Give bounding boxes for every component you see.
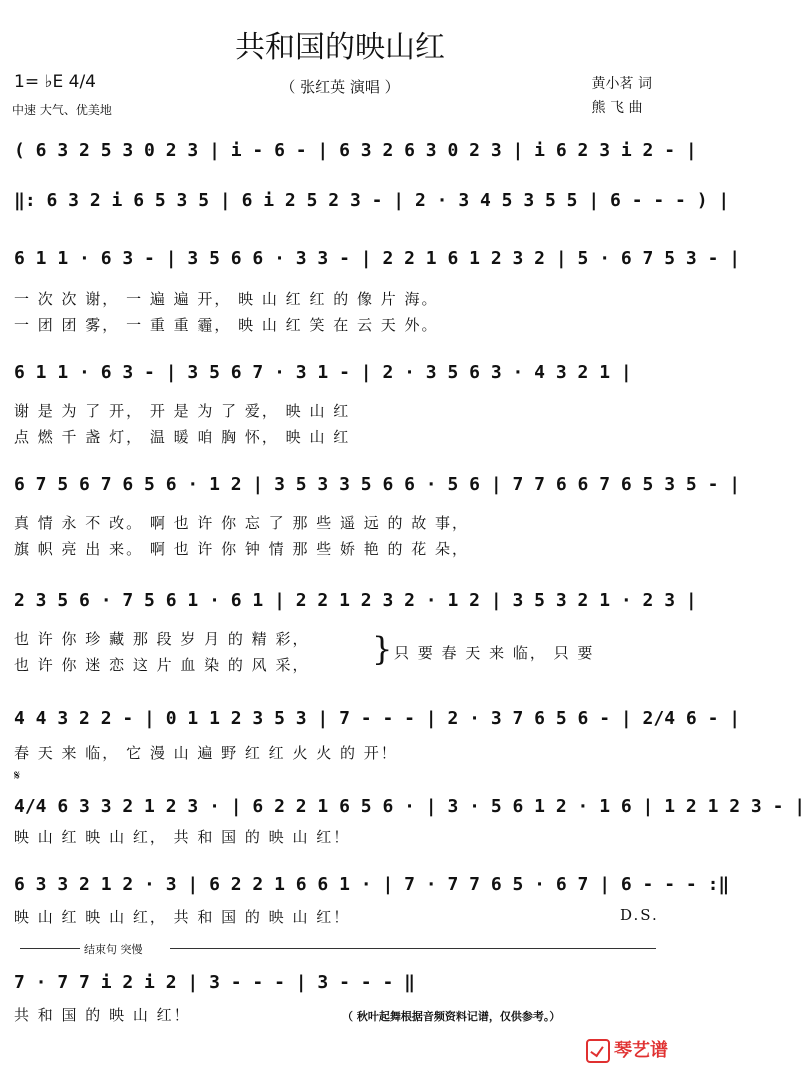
lyric-5a: 真 情 永 不 改。 啊 也 许 你 忘 了 那 些 遥 远 的 故 事， (14, 514, 470, 532)
score-line-3: 6 1 1 · 6 3 - | 3 5 6 6 · 3 3 - | 2 2 1 6 1 2 3 2 | 5 · 6 7 5 3 - | (14, 248, 741, 269)
watermark (586, 1036, 668, 1063)
transcription-note: （ 秋叶起舞根据音频资料记谱，仅供参考。） (342, 1010, 561, 1023)
score-line-10: 7 · 7 7 i 2 i 2 | 3 - - - | 3 - - - ‖ (14, 972, 415, 993)
lyric-7: 春 天 来 临， 它 漫 山 遍 野 红 红 火 火 的 开！ (14, 744, 398, 762)
lyricist: 黄小茗 词 (591, 76, 652, 92)
score-line-8: 4/4 6 3 3 2 1 2 3 · | 6 2 2 1 6 5 6 · | 3 · 5 6 1 2 · 1 6 | 1 2 1 2 3 - | (14, 796, 805, 817)
ending-label: 结束句 突慢 (84, 943, 143, 956)
checkmark-logo-icon (586, 1039, 610, 1063)
lyric-8: 映 山 红 映 山 红， 共 和 国 的 映 山 红！ (14, 828, 351, 846)
lyric-4b: 点 燃 千 盏 灯， 温 暖 咱 胸 怀， 映 山 红 (14, 428, 351, 446)
score-line-9: 6 3 3 2 1 2 · 3 | 6 2 2 1 6 6 1 · | 7 · 7 7 6 5 · 6 7 | 6 - - - :‖ (14, 874, 730, 895)
lyric-5b: 旗 帜 亮 出 来。 啊 也 许 你 钟 情 那 些 娇 艳 的 花 朵， (14, 540, 470, 558)
brace: } (372, 630, 393, 668)
credits (592, 72, 652, 120)
ds-marking: D.S. (620, 906, 659, 924)
score-line-1: ( 6 3 2 5 3 0 2 3 | i - 6 - | 6 3 2 6 3 0 2 3 | i 6 2 3 i 2 - | (14, 140, 697, 161)
score-line-5: 6 7 5 6 7 6 5 6 · 1 2 | 3 5 3 3 5 6 6 · 5 6 | 7 7 6 6 7 6 5 3 5 - | (14, 474, 741, 495)
page-title: 共和国的映山红 (235, 30, 445, 65)
lyric-9: 映 山 红 映 山 红， 共 和 国 的 映 山 红！ (14, 908, 351, 926)
lyric-4a: 谢 是 为 了 开， 开 是 为 了 爱， 映 山 红 (14, 402, 351, 420)
score-line-2: ‖: 6 3 2 i 6 5 3 5 | 6 i 2 5 2 3 - | 2 · 3 4 5 3 5 5 | 6 - - - ) | (14, 190, 730, 211)
key-signature: 1= ♭E 4/4 (14, 72, 96, 92)
tempo-marking: 中速 大气、优美地 (12, 103, 112, 117)
composer: 熊 飞 曲 (591, 100, 643, 116)
watermark-text: 琴艺谱 (614, 1040, 668, 1061)
lyric-3b: 一 团 团 雾， 一 重 重 霾， 映 山 红 笑 在 云 天 外。 (14, 316, 439, 334)
lyric-3a: 一 次 次 谢， 一 遍 遍 开， 映 山 红 红 的 像 片 海。 (14, 290, 439, 308)
lyric-6-aside: 只 要 春 天 来 临， 只 要 (394, 644, 595, 662)
lyric-6a: 也 许 你 珍 藏 那 段 岁 月 的 精 彩， (14, 630, 310, 648)
ending-rule-left (20, 948, 80, 949)
score-line-4: 6 1 1 · 6 3 - | 3 5 6 7 · 3 1 - | 2 · 3 5 6 3 · 4 3 2 1 | (14, 362, 632, 383)
segno: 𝄋 (14, 768, 21, 784)
lyric-6b: 也 许 你 迷 恋 这 片 血 染 的 风 采， (14, 656, 310, 674)
lyric-10: 共 和 国 的 映 山 红！ (14, 1006, 191, 1024)
subtitle: （ 张红英 演唱 ） (280, 78, 400, 96)
ending-rule-right (170, 948, 656, 949)
score-line-6: 2 3 5 6 · 7 5 6 1 · 6 1 | 2 2 1 2 3 2 · 1 2 | 3 5 3 2 1 · 2 3 | (14, 590, 697, 611)
score-line-7: 4 4 3 2 2 - | 0 1 1 2 3 5 3 | 7 - - - | 2 · 3 7 6 5 6 - | 2/4 6 - | (14, 708, 741, 729)
